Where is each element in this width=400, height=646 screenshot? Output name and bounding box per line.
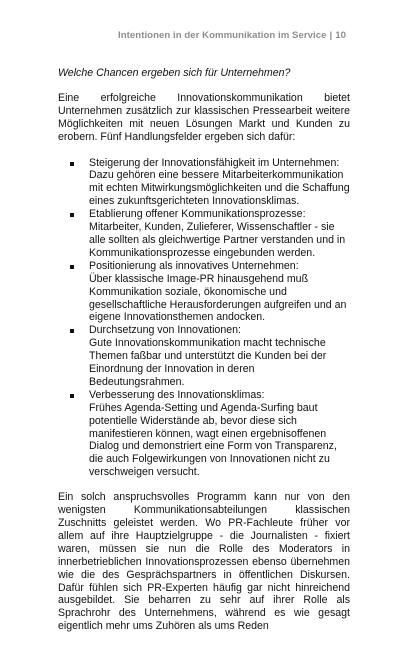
list-item-title: Durchsetzung von Innovationen:	[89, 324, 241, 337]
running-header	[118, 30, 346, 41]
list-item-title: Etablierung offener Kommunikationsprozesse:	[89, 208, 306, 221]
list-item-description: Über klassische Image-PR hinausgehend muß Kommunikation soziale, ökonomische und gesellschaftliche Herausforderungen aufgreifen und an eigene Innovationsthemen andocken.	[89, 272, 347, 324]
list-item	[58, 157, 350, 209]
list-item	[58, 260, 350, 325]
list-item	[58, 389, 350, 479]
list-item-title: Verbesserung des Innovationsklimas:	[89, 388, 265, 401]
list-item-title: Steigerung der Innovationsfähigkeit im Unternehmen:	[89, 156, 340, 169]
section-question: Welche Chancen ergeben sich für Unternehmen?	[58, 67, 291, 79]
page-number: 10	[335, 30, 346, 41]
list-item-title: Positionierung als innovatives Unternehmen:	[89, 259, 299, 272]
list-item	[58, 324, 350, 389]
action-fields-list	[58, 157, 350, 480]
page-content	[58, 67, 350, 646]
square-bullet-icon	[70, 394, 74, 398]
list-item-description: Gute Innovationskommunikation macht technische Themen faßbar und unterstützt die Kunden bei der Einordnung der Innovation in deren Bedeutungsrahmen.	[89, 337, 327, 388]
square-bullet-icon	[70, 265, 74, 269]
running-title: Intentionen in der Kommunikation im Service	[118, 30, 327, 41]
header-separator: |	[329, 30, 333, 41]
square-bullet-icon	[70, 329, 74, 333]
list-item-description: Dazu gehören eine bessere Mitarbeiterkommunikation mit echten Mitwirkungsmöglichkeiten und die Schaffung eines zukunftsgerichteten Innovationsklimas.	[89, 169, 350, 208]
list-item-description: Mitarbeiter, Kunden, Zulieferer, Wissenschaftler - sie alle sollten als gleichwertige Partner verstanden und in Kommunikationsprozesse eingebunden werden.	[89, 221, 346, 259]
square-bullet-icon	[70, 162, 74, 166]
square-bullet-icon	[70, 213, 74, 217]
closing-paragraph: Ein solch anspruchsvolles Programm kann nur von den wenigsten Kommunikationsabteilungen klassischen Zuschnitts geleistet werden. Wo PR-Fachleute früher vor allem auf ihre Hauptzielgruppe - die Journalisten - fixiert waren, müssen sie nun die Rolle des Moderators in innerbetrieblichen Innovationsprozessen ebenso übernehmen wie die des Gesprächspartners in öffentlichen Diskursen. Dafür fühlen sich PR-Experten häufig gar nicht hinreichend ausgebildet. Sie beharren zu sehr auf ihrer Rolle als Sprachrohr des Unternehmens, während es wie gesagt eigentlich mehr ums Zuhören als ums Reden	[58, 491, 350, 633]
intro-paragraph: Eine erfolgreiche Innovationskommunikation bietet Unternehmen zusätzlich zur klassischen Pressearbeit weitere Möglichkeiten mit neuen Lösungen Markt und Kunden zu erobern. Fünf Handlungsfelder ergeben sich dafür:	[58, 91, 350, 143]
list-item	[58, 208, 350, 260]
list-item-description: Frühes Agenda-Setting und Agenda-Surfing baut potentielle Widerstände ab, bevor diese sich manifestieren können, wagt einen ergebnisoffenen Dialog und demonstriert eine Form von Transparenz, die auch Folgewirkungen von Innovationen nicht zu verschweigen versucht.	[89, 401, 337, 479]
